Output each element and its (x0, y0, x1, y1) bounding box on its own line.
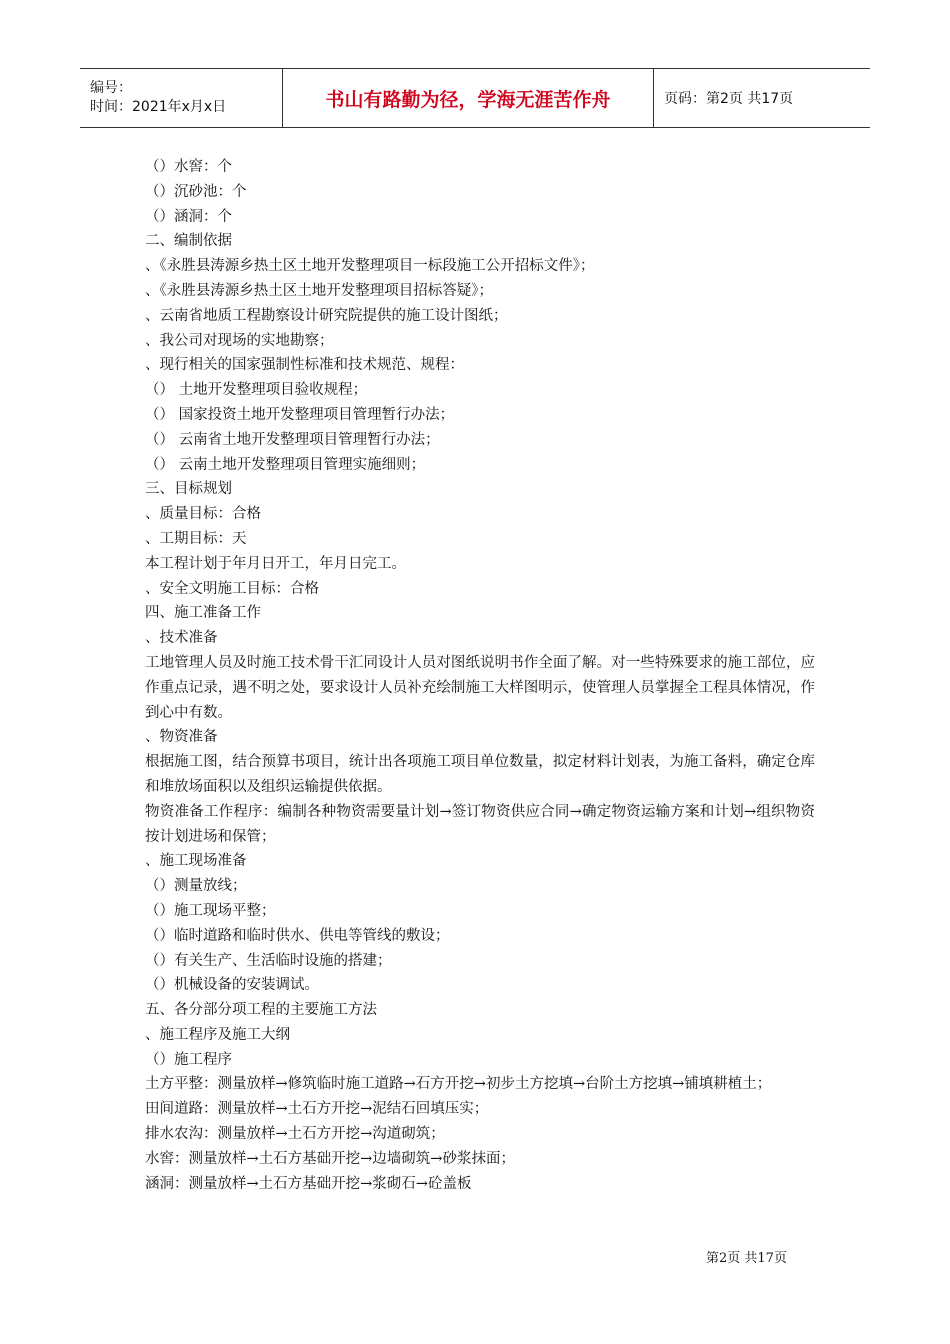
body-line: （）机械设备的安装调试。 (145, 977, 319, 994)
body-line: 三、目标规划 (145, 481, 232, 498)
body-line: 田间道路：测量放样→土石方开挖→泥结石回填压实； (145, 1101, 489, 1118)
body-paragraph: 土方平整：测量放样→修筑临时施工道路→石方开挖→初步土方挖填→台阶土方挖填→铺填耕植土； (145, 1076, 772, 1093)
serial-label: 编号： (90, 80, 132, 96)
header-left (80, 69, 282, 127)
body-line: （）临时道路和临时供水、供电等管线的敷设； (145, 927, 450, 944)
body-line: 、我公司对现场的实地勘察； (145, 332, 334, 349)
body-line: （）涵洞：个 (145, 208, 232, 225)
body-line: （） 国家投资土地开发整理项目管理暂行办法； (145, 406, 455, 423)
body-line: 、物资准备 (145, 729, 218, 746)
body-line: （）施工现场平整； (145, 902, 276, 919)
body-line: （）施工程序 (145, 1051, 232, 1068)
body-line: 五、各分部分项工程的主要施工方法 (145, 1002, 377, 1019)
body-line: 水窖：测量放样→土石方基础开挖→边墙砌筑→砂浆抹面； (145, 1150, 515, 1167)
body-line: 四、施工准备工作 (145, 605, 261, 622)
body-line: 、质量目标：合格 (145, 506, 261, 523)
page-footer: 第2页 共17页 (706, 1251, 787, 1266)
body-line: 、《永胜县涛源乡热土区土地开发整理项目招标答疑》； (145, 282, 493, 299)
body-line: 、云南省地质工程勘察设计研究院提供的施工设计图纸； (145, 307, 508, 324)
body-line: （）水窖：个 (145, 159, 232, 175)
body-line: 、施工现场准备 (145, 853, 247, 870)
header-motto: 书山有路勤为径，学海无涯苦作舟 (282, 69, 654, 127)
body-line: 涵洞：测量放样→土石方基础开挖→浆砌石→砼盖板 (145, 1175, 472, 1192)
body-line: （） 云南土地开发整理项目管理实施细则； (145, 456, 426, 473)
body-line: （）测量放线； (145, 878, 247, 895)
body-line: （）有关生产、生活临时设施的搭建； (145, 952, 392, 969)
body-line: 、现行相关的国家强制性标准和技术规范、规程： (145, 357, 464, 374)
header-page-info: 页码：第2页 共17页 (664, 91, 794, 107)
body-line: 二、编制依据 (145, 233, 232, 250)
body-line: 、施工程序及施工大纲 (145, 1026, 290, 1043)
body-paragraph: 工地管理人员及时施工技术骨干汇同设计人员对图纸说明书作全面了解。对一些特殊要求的施工部位，应作重点记录，遇不明之处，要求设计人员补充绘制施工大样图明示，使管理人员掌握全工程具体情况，作到心中有数。 (145, 654, 815, 721)
body-line: （） 云南省土地开发整理项目管理暂行办法； (145, 431, 440, 448)
body-line: 排水农沟：测量放样→土石方开挖→沟道砌筑； (145, 1126, 445, 1143)
date-text: 时间：2021年x月x日 (90, 99, 227, 115)
body-line: 、工期目标：天 (145, 530, 247, 547)
body-line: 本工程计划于年月日开工，年月日完工。 (145, 555, 406, 572)
document-body (145, 155, 815, 1196)
body-line: 、安全文明施工目标：合格 (145, 580, 319, 597)
body-paragraph: 根据施工图，结合预算书项目，统计出各项施工项目单位数量，拟定材料计划表，为施工备料，确定仓库和堆放场面积以及组织运输提供依据。 (145, 754, 815, 795)
body-paragraph: 物资准备工作程序：编制各种物资需要量计划→签订物资供应合同→确定物资运输方案和计划→组织物资按计划进场和保管； (145, 803, 815, 845)
body-line: （）沉砂池：个 (145, 183, 247, 200)
body-line: （） 土地开发整理项目验收规程； (145, 382, 368, 399)
body-line: 、技术准备 (145, 630, 218, 647)
body-line: 、《永胜县涛源乡热土区土地开发整理项目一标段施工公开招标文件》； (145, 258, 595, 275)
page-header (80, 68, 870, 128)
